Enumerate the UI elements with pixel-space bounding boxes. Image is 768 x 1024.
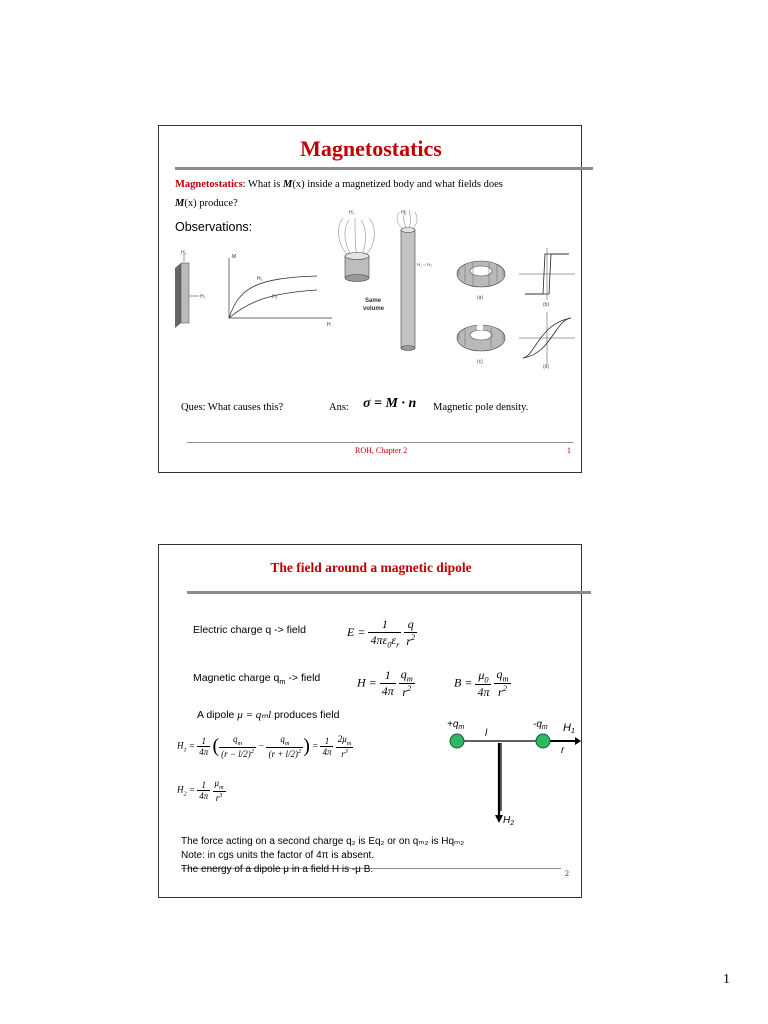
force-text: The force acting on a second charge q₂ is Eq₂ or on qₘ₂ is Hqₘ₂ bbox=[181, 836, 465, 847]
dipole-text-eq: μ = qₘl bbox=[237, 709, 272, 721]
fig-h2-left: H₂ bbox=[200, 294, 206, 300]
h1-label: H1 bbox=[563, 722, 575, 735]
answer-equation: σ = M · n bbox=[363, 396, 417, 411]
slide-2-title: The field around a magnetic dipole bbox=[270, 560, 472, 575]
magnetic-text-a: Magnetic charge q bbox=[193, 672, 280, 684]
plus-q-label: $+q_m$ bbox=[447, 719, 465, 731]
intro-x: (x) bbox=[292, 179, 305, 190]
fig-a: (a) bbox=[477, 295, 484, 301]
electric-text: Electric charge q -> field bbox=[193, 624, 306, 636]
electric-field-equation: E = $\frac{1}{4\pi\varepsilon_0\varepsilon_r}$ $\frac{q}{r^2}$ bbox=[347, 617, 416, 650]
magnetization-figure bbox=[167, 248, 337, 328]
slide-1-title: Magnetostatics bbox=[300, 136, 442, 161]
h1-equation: $H_1$ = $\frac{1}{4\pi}$ ( $\frac{q_m}{(r - l/2)^2}$ − $\frac{q_m}{(r + l/2)^2}$ ) = $\frac{1}{4\pi}$ $\frac{2\mu_m}{r^3}$ bbox=[177, 734, 352, 759]
fig-h2-top: H₂ bbox=[401, 210, 407, 216]
intro-text-2: inside a magnetized body and what fields does bbox=[304, 179, 503, 190]
magnetic-text bbox=[193, 672, 320, 686]
dipole-diagram bbox=[435, 711, 583, 835]
dipole-text-a: A dipole bbox=[197, 709, 238, 721]
intro-text-1: : What is bbox=[242, 179, 284, 190]
minus-q-label: $-q_m$ bbox=[533, 719, 548, 731]
fig-h-axis: H bbox=[327, 322, 331, 328]
energy-text: The energy of a dipole μ in a field H is -μ B. bbox=[181, 864, 374, 875]
fig-c: (c) bbox=[477, 359, 483, 365]
intro-M-2: M bbox=[175, 198, 185, 209]
h2-equation: $H_2$ = $\frac{1}{4\pi}$ $\frac{\mu_m}{r^3}$ bbox=[177, 778, 224, 803]
h2-label: $H_2$ bbox=[503, 815, 515, 827]
answer-label: Ans: bbox=[329, 402, 349, 413]
fig-h1-top: H₁ bbox=[349, 210, 355, 216]
fig-b: (b) bbox=[543, 302, 550, 308]
fig-volume: volume bbox=[363, 306, 385, 312]
dipole-text bbox=[197, 708, 339, 721]
fig-m-axis: M bbox=[232, 254, 237, 260]
title-rule bbox=[175, 167, 593, 170]
page-number: 1 bbox=[723, 972, 730, 987]
note-text: Note: in cgs units the factor of 4π is absent. bbox=[181, 850, 375, 861]
magnetic-text-b: -> field bbox=[285, 672, 321, 684]
question-text: Ques: What causes this? bbox=[181, 402, 284, 413]
cylinder-figure bbox=[331, 206, 441, 366]
slide-1 bbox=[158, 125, 582, 473]
fig-same: Same bbox=[365, 298, 382, 304]
magnetic-h-equation: H = $\frac{1}{4\pi}$ $\frac{q_m}{r^2}$ bbox=[357, 667, 413, 700]
magnetic-b-equation: B = $\frac{\mu_0}{4\pi}$ $\frac{q_m}{r^2}$ bbox=[454, 667, 509, 700]
fig-d: (d) bbox=[543, 364, 550, 370]
intro-x-2: (x) bbox=[184, 198, 197, 209]
slide-2 bbox=[158, 544, 582, 898]
magnetic-text-sub: m bbox=[279, 677, 286, 687]
footer-page-1: 1 bbox=[567, 446, 571, 455]
observations-heading: Observations: bbox=[175, 220, 253, 234]
footer-page-2: 2 bbox=[565, 869, 569, 878]
footer-rule bbox=[187, 442, 573, 443]
answer-text: Magnetic pole density. bbox=[433, 402, 529, 413]
fig-h1-eq-h2: H₁ = H₂ bbox=[417, 262, 432, 267]
intro-text-3: produce? bbox=[196, 198, 238, 209]
title-rule-2 bbox=[187, 591, 591, 594]
toroid-figure bbox=[451, 244, 583, 370]
intro-label: Magnetostatics bbox=[175, 179, 243, 190]
fig-curve-h1: H₁ bbox=[257, 276, 263, 282]
intro-M: M bbox=[283, 179, 293, 190]
r-label: r bbox=[561, 745, 565, 756]
fig-curve-h2: H₂ bbox=[272, 294, 278, 300]
footer-center: ROH, Chapter 2 bbox=[355, 446, 408, 455]
l-label: l bbox=[485, 728, 488, 739]
dipole-text-b: produces field bbox=[271, 709, 340, 721]
fig-h1-left: H₁ bbox=[181, 250, 187, 256]
